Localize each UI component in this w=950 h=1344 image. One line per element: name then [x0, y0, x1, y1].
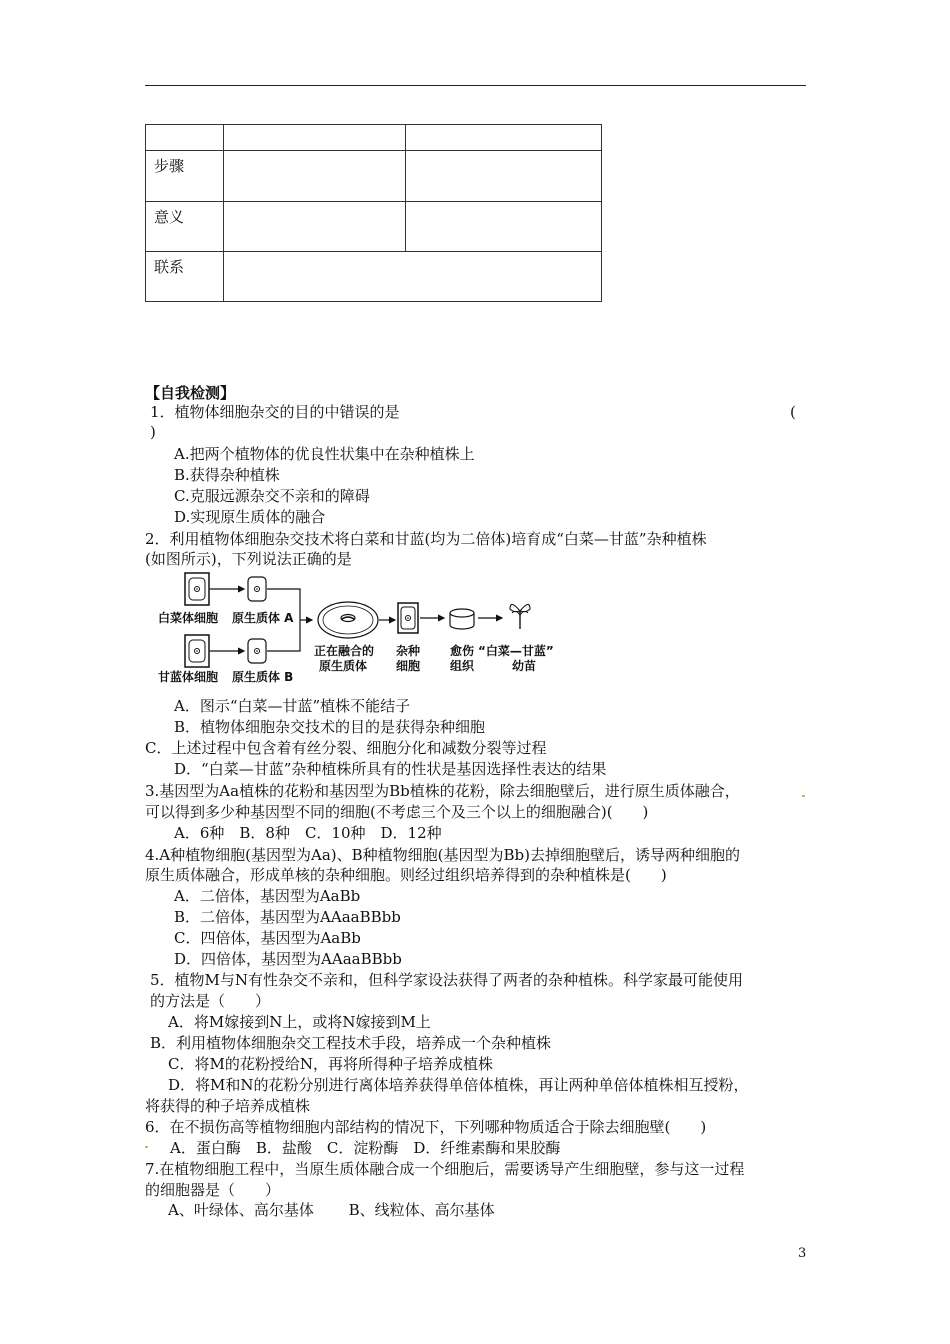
hybrid-cell-icon — [398, 603, 418, 633]
section-title: 【自我检测】 — [145, 384, 236, 402]
label-fusing-2: 原生质体 — [319, 659, 368, 673]
question-4-stem-line2: 原生质体融合，形成单核的杂种细胞。则经过组织培养得到的杂种植株是( ) — [145, 866, 667, 884]
q2-option-c: C．上述过程中包含着有丝分裂、细胞分化和减数分裂等过程 — [145, 739, 547, 757]
q5-option-d: D．将M和N的花粉分别进行离体培养获得单倍体植株，再让两种单倍体植株相互授粉， — [168, 1076, 749, 1094]
question-1-stem: 1．植物体细胞杂交的目的中错误的是 — [150, 403, 400, 421]
table-row-label: 联系 — [154, 258, 185, 276]
table-row — [146, 202, 602, 252]
table-cell — [224, 252, 602, 302]
protoplast-a-icon — [248, 577, 266, 601]
q5-option-d-continued: 将获得的种子培养成植株 — [145, 1097, 311, 1115]
label-callus-1: 愈伤 — [450, 644, 475, 658]
callus-icon — [450, 609, 474, 629]
label-cabbage-cell: 白菜体细胞 — [158, 611, 219, 625]
cabbage-cell-icon — [185, 573, 209, 605]
q1-option-a: A.把两个植物体的优良性状集中在杂种植株上 — [174, 445, 475, 463]
table-cell — [406, 125, 602, 151]
label-protoplast-b: 原生质体 B — [232, 670, 294, 684]
question-7-stem-line2: 的细胞器是（ ） — [145, 1181, 281, 1199]
table-row-label: 意义 — [154, 208, 185, 226]
table-cell — [224, 125, 406, 151]
table-cell — [224, 151, 406, 202]
question-3-stem-line1: 3.基因型为Aa植株的花粉和基因型为Bb植株的花粉，除去细胞壁后，进行原生质体融合， — [145, 782, 740, 800]
q5-option-a: A．将M嫁接到N上，或将N嫁接到M上 — [168, 1013, 431, 1031]
answer-bracket-close: ) — [150, 423, 156, 441]
scan-speck — [802, 795, 805, 797]
label-hybrid-1: 杂种 — [396, 644, 421, 658]
comparison-table — [145, 124, 602, 302]
q4-option-d: D．四倍体，基因型为AAaaBBbb — [174, 950, 402, 968]
table-row — [146, 151, 602, 202]
q2-option-b: B．植物体细胞杂交技术的目的是获得杂种细胞 — [174, 718, 486, 736]
question-6-stem: 6．在不损伤高等植物细胞内部结构的情况下，下列哪种物质适合于除去细胞壁( ) — [145, 1118, 707, 1136]
question-2-stem-line1: 2．利用植物体细胞杂交技术将白菜和甘蓝(均为二倍体)培育成“白菜—甘蓝”杂种植株 — [145, 530, 707, 548]
q4-option-c: C．四倍体，基因型为AaBb — [174, 929, 361, 947]
label-hybrid-2: 细胞 — [396, 659, 421, 673]
label-callus-2: 组织 — [450, 659, 475, 673]
question-5-stem-line1: 5．植物M与N有性杂交不亲和，但科学家设法获得了两者的杂种植株。科学家最可能使用 — [150, 971, 744, 989]
q5-option-b: B．利用植物体细胞杂交工程技术手段，培养成一个杂种植株 — [150, 1034, 552, 1052]
label-seedling-2: 幼苗 — [512, 659, 537, 673]
q1-option-c: C.克服远源杂交不亲和的障碍 — [174, 487, 370, 505]
seedling-icon — [510, 604, 530, 629]
protoplast-b-icon — [248, 639, 266, 663]
question-4-stem-line1: 4.A种植物细胞(基因型为Aa)、B种植物细胞(基因型为Bb)去掉细胞壁后，诱导两种细胞的 — [145, 846, 740, 864]
q1-option-d: D.实现原生质体的融合 — [174, 508, 326, 526]
label-protoplast-a: 原生质体 A — [232, 611, 294, 625]
question-7-stem-line1: 7.在植物细胞工程中，当原生质体融合成一个细胞后，需要诱导产生细胞壁，参与这一过程 — [145, 1160, 745, 1178]
page-number: 3 — [798, 1246, 807, 1261]
fusing-protoplast-icon — [318, 602, 378, 638]
table-cell — [406, 202, 602, 252]
q2-option-d: D．“白菜—甘蓝”杂种植株所具有的性状是基因选择性表达的结果 — [174, 760, 607, 778]
table-cell — [406, 151, 602, 202]
table-row — [146, 125, 602, 151]
label-kale-cell: 甘蓝体细胞 — [158, 670, 219, 684]
table-row-label: 步骤 — [154, 157, 185, 175]
q1-option-b: B.获得杂种植株 — [174, 466, 280, 484]
scan-speck — [145, 1146, 148, 1148]
label-fusing-1: 正在融合的 — [314, 644, 375, 658]
table-row — [146, 252, 602, 302]
q6-options: A．蛋白酶 B．盐酸 C．淀粉酶 D．纤维素酶和果胶酶 — [170, 1139, 561, 1157]
q5-option-c: C．将M的花粉授给N，再将所得种子培养成植株 — [168, 1055, 493, 1073]
question-3-stem-line2: 可以得到多少种基因型不同的细胞(不考虑三个及三个以上的细胞融合)( ) — [145, 803, 649, 821]
kale-cell-icon — [185, 635, 209, 667]
question-5-stem-line2: 的方法是（ ） — [150, 992, 271, 1010]
q4-option-b: B．二倍体，基因型为AAaaBBbb — [174, 908, 401, 926]
header-rule — [145, 85, 806, 86]
answer-bracket-open: ( — [790, 403, 796, 421]
q3-options: A．6种 B．8种 C．10种 D．12种 — [174, 824, 442, 842]
table-cell — [224, 202, 406, 252]
q2-option-a: A．图示“白菜—甘蓝”植株不能结子 — [174, 697, 411, 715]
q4-option-a: A．二倍体，基因型为AaBb — [174, 887, 361, 905]
question-2-stem-line2: (如图所示)，下列说法正确的是 — [145, 550, 352, 568]
table-row-label — [146, 125, 223, 129]
hybridization-diagram — [152, 571, 592, 685]
label-seedling-1: “白菜—甘蓝” — [478, 644, 554, 658]
q7-options: A、叶绿体、高尔基体 B、线粒体、高尔基体 — [168, 1201, 495, 1219]
